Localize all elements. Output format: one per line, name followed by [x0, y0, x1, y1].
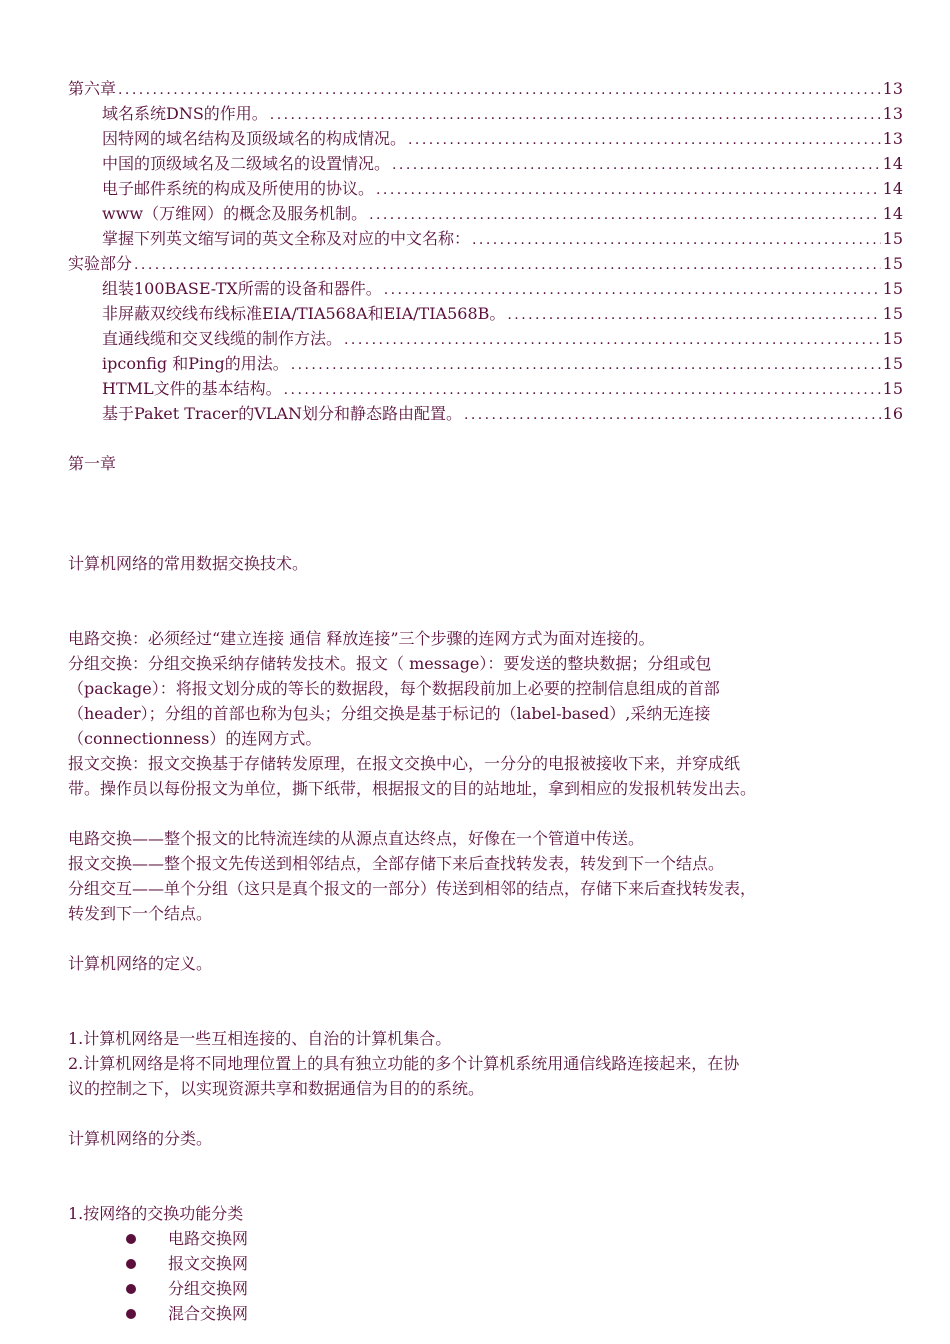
toc-entry-title: 组装100BASE-TX所需的设备和器件。 — [102, 279, 382, 298]
toc-entry-title: 域名系统DNS的作用。 — [102, 104, 268, 123]
toc-entry-page-number: 13 — [882, 129, 903, 148]
list-item — [68, 1276, 903, 1301]
toc-dot-leader — [507, 301, 880, 328]
toc-dot-leader — [270, 101, 881, 128]
toc-dot-leader — [472, 226, 881, 253]
list-item-label: 混合交换网 — [168, 1304, 249, 1323]
toc-entry-page-number: 14 — [882, 204, 903, 223]
toc-entry-page-number: 15 — [882, 379, 903, 398]
summary-line: 电路交换——整个报文的比特流连续的从源点直达终点，好像在一个管道中传送。 — [68, 829, 645, 848]
bullet-icon — [126, 1309, 136, 1319]
toc-entry-page-number: 15 — [882, 279, 903, 298]
list-item — [68, 1226, 903, 1251]
definition-line: 议的控制之下，以实现资源共享和数据通信为目的的系统。 — [68, 1079, 485, 1098]
toc-entry-title: 基于Paket Tracer的VLAN划分和静态路由配置。 — [102, 404, 462, 423]
toc-entry-page-number: 15 — [882, 329, 903, 348]
toc-dot-leader — [369, 201, 881, 228]
toc-entry-title: HTML文件的基本结构。 — [102, 379, 282, 398]
list-item-label: 分组交换网 — [168, 1279, 249, 1298]
toc-entry[interactable] — [68, 276, 903, 301]
toc-dot-leader — [464, 401, 881, 428]
toc-entry[interactable] — [68, 201, 903, 226]
toc-entry[interactable] — [68, 151, 903, 176]
toc-dot-leader — [376, 176, 881, 203]
toc-dot-leader — [344, 326, 881, 353]
toc-entry-page-number: 15 — [882, 229, 903, 248]
toc-dot-leader — [291, 351, 881, 378]
paragraph-circuit-switching: 电路交换：必须经过“建立连接 通信 释放连接”三个步骤的连网方式为面对连接的。 — [68, 629, 655, 648]
list-item-label: 电路交换网 — [168, 1229, 249, 1248]
toc-entry[interactable] — [68, 401, 903, 426]
summary-line: 报文交换——整个报文先传送到相邻结点，全部存储下来后查找转发表，转发到下一个结点。 — [68, 854, 725, 873]
toc-entry-title: 实验部分 — [68, 254, 133, 273]
paragraph-packet-switching-line: （connectionness）的连网方式。 — [68, 729, 322, 748]
paragraph-message-switching-line: 带。操作员以每份报文为单位，撕下纸带，根据报文的目的站地址，拿到相应的发报机转发出去。 — [68, 779, 757, 798]
toc-entry[interactable] — [68, 226, 903, 251]
toc-entry-title: 掌握下列英文缩写词的英文全称及对应的中文名称： — [102, 229, 471, 248]
toc-entry[interactable] — [68, 176, 903, 201]
toc-entry[interactable] — [68, 251, 903, 276]
toc-dot-leader — [118, 76, 881, 103]
definition-line: 1.计算机网络是一些互相连接的、自治的计算机集合。 — [68, 1029, 452, 1048]
toc-entry-page-number: 14 — [882, 179, 903, 198]
classification-subtitle: 1.按网络的交换功能分类 — [68, 1204, 244, 1223]
toc-dot-leader — [392, 151, 881, 178]
toc-dot-leader — [384, 276, 881, 303]
switching-network-list — [68, 1226, 903, 1326]
list-item-label: 报文交换网 — [168, 1254, 249, 1273]
section-title-network-definition: 计算机网络的定义。 — [68, 954, 213, 973]
toc-entry-title: 因特网的域名结构及顶级域名的构成情况。 — [102, 129, 407, 148]
bullet-icon — [126, 1284, 136, 1294]
paragraph-packet-switching-line: （package）：将报文划分成的等长的数据段，每个数据段前加上必要的控制信息组成的首部 — [68, 679, 720, 698]
toc-dot-leader — [408, 126, 881, 153]
table-of-contents — [68, 76, 903, 426]
toc-entry-page-number: 16 — [882, 404, 903, 423]
definition-line: 2.计算机网络是将不同地理位置上的具有独立功能的多个计算机系统用通信线路连接起来，在协 — [68, 1054, 740, 1073]
section-title-data-switching: 计算机网络的常用数据交换技术。 — [68, 554, 309, 573]
paragraph-packet-switching-line: 分组交换：分组交换采纳存储转发技术。报文（ message）：要发送的整块数据；分组或包 — [68, 654, 712, 673]
toc-entry-title: 非屏蔽双绞线布线标准EIA/TIA568A和EIA/TIA568B。 — [102, 304, 506, 323]
toc-entry-title: ipconfig 和Ping的用法。 — [102, 354, 289, 373]
toc-entry-page-number: 15 — [882, 254, 903, 273]
chapter-heading: 第一章 — [68, 454, 117, 473]
section-title-network-classification: 计算机网络的分类。 — [68, 1129, 213, 1148]
toc-entry[interactable] — [68, 76, 903, 101]
toc-entry[interactable] — [68, 326, 903, 351]
toc-entry[interactable] — [68, 101, 903, 126]
toc-dot-leader — [284, 376, 881, 403]
toc-entry-title: www（万维网）的概念及服务机制。 — [102, 204, 368, 223]
document-page — [68, 76, 903, 1326]
toc-entry-title: 中国的顶级域名及二级域名的设置情况。 — [102, 154, 391, 173]
bullet-icon — [126, 1234, 136, 1244]
toc-entry-title: 电子邮件系统的构成及所使用的协议。 — [102, 179, 375, 198]
toc-dot-leader — [134, 251, 881, 278]
list-item — [68, 1251, 903, 1276]
summary-line: 转发到下一个结点。 — [68, 904, 213, 923]
toc-entry-title: 直通线缆和交叉线缆的制作方法。 — [102, 329, 343, 348]
bullet-icon — [126, 1259, 136, 1269]
paragraph-message-switching-line: 报文交换：报文交换基于存储转发原理，在报文交换中心，一分分的电报被接收下来，并穿成纸 — [68, 754, 741, 773]
toc-entry[interactable] — [68, 301, 903, 326]
toc-entry-page-number: 13 — [882, 79, 903, 98]
toc-entry[interactable] — [68, 351, 903, 376]
paragraph-packet-switching-line: （header）；分组的首部也称为包头；分组交换是基于标记的（label-based）,采纳无连接 — [68, 704, 711, 723]
toc-entry[interactable] — [68, 376, 903, 401]
toc-entry-page-number: 15 — [882, 354, 903, 373]
toc-entry-page-number: 15 — [882, 304, 903, 323]
toc-entry-page-number: 14 — [882, 154, 903, 173]
summary-line: 分组交互——单个分组（这只是真个报文的一部分）传送到相邻的结点，存储下来后查找转发表， — [68, 879, 757, 898]
toc-entry-page-number: 13 — [882, 104, 903, 123]
toc-entry[interactable] — [68, 126, 903, 151]
toc-entry-title: 第六章 — [68, 79, 117, 98]
list-item — [68, 1301, 903, 1326]
